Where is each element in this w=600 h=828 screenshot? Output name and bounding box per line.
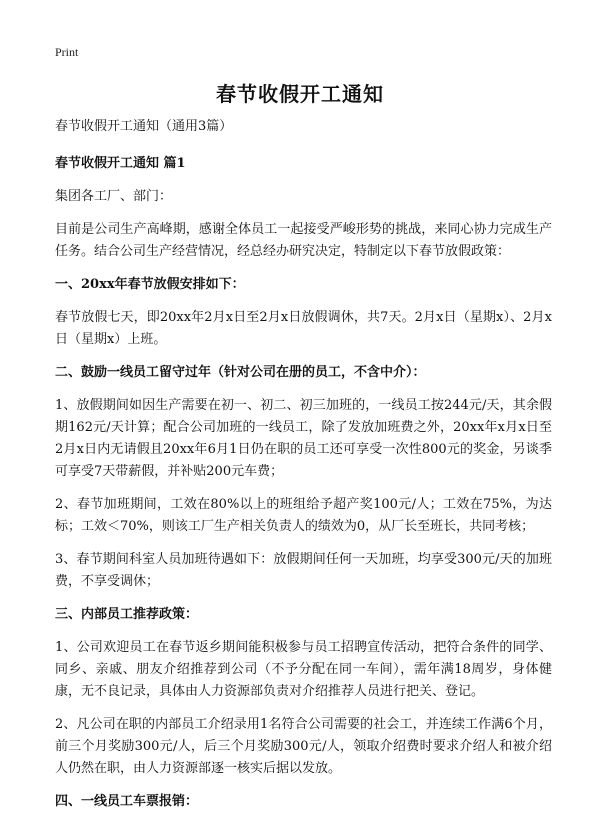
section-paragraph: 2、春节加班期间，工效在80%以上的班组给予超产奖100元/人；工效在75%，为达标；工效＜70%，则该工厂生产相关负责人的绩效为0，从厂长至班长，共同考核； xyxy=(55,497,552,534)
section-paragraph: 1、放假期间如因生产需要在初一、初二、初三加班的，一线员工按244元/天，其余假期162元/天计算；配合公司加班的一线员工，除了发放加班费之外，20xx年x月x日至2月x日内无请假且20xx年6月1日仍在职的员工还可享受一次性800元的奖金，另谈季可享受7天带薪假，并补贴200元车费； xyxy=(55,398,552,479)
print-link[interactable]: Print xyxy=(55,45,79,59)
section-heading-holiday: 一、20xx年春节放假安排如下： xyxy=(55,277,245,292)
section-paragraph: 3、春节期间科室人员加班待遇如下：放假期间任何一天加班，均享受300元/天的加班费，不享受调休； xyxy=(55,552,552,589)
section-heading-overtime: 二、鼓励一线员工留守过年（针对公司在册的员工，不含中介）： xyxy=(55,365,426,380)
section-heading-ticket: 四、一线员工车票报销： xyxy=(55,794,199,809)
document-body xyxy=(55,116,552,824)
intro-paragraph: 目前是公司生产高峰期，感谢全体员工一起接受严峻形势的挑战，来同心协力完成生产任务。结合公司生产经营情况，经总经办研究决定，特制定以下春节放假政策： xyxy=(55,222,552,259)
section-heading-referral: 三、内部员工推荐政策： xyxy=(55,607,199,622)
salutation: 集团各工厂、部门： xyxy=(55,189,173,204)
page-title: 春节收假开工通知 xyxy=(216,82,384,106)
document-subtitle: 春节收假开工通知（通用3篇） xyxy=(55,119,233,134)
article-heading: 春节收假开工通知 篇1 xyxy=(55,156,186,171)
section-paragraph: 2、凡公司在职的内部员工介绍录用1名符合公司需要的社会工，并连续工作满6个月，前三个月奖励300元/人，后三个月奖励300元/人，领取介绍费时要求介绍人和被介绍人仍然在职，由人力资源部逐一核实后据以发放。 xyxy=(55,717,552,776)
section-paragraph: 春节放假七天，即20xx年2月x日至2月x日放假调休，共7天。2月x日（星期x）、2月x日（星期x）上班。 xyxy=(55,310,552,347)
section-paragraph: 1、公司欢迎员工在春节返乡期间能积极参与员工招聘宣传活动，把符合条件的同学、同乡、亲戚、朋友介绍推荐到公司（不予分配在同一车间），需年满18周岁，身体健康，无不良记录，具体由人力资源部负责对介绍推荐人员进行把关、登记。 xyxy=(55,640,552,699)
